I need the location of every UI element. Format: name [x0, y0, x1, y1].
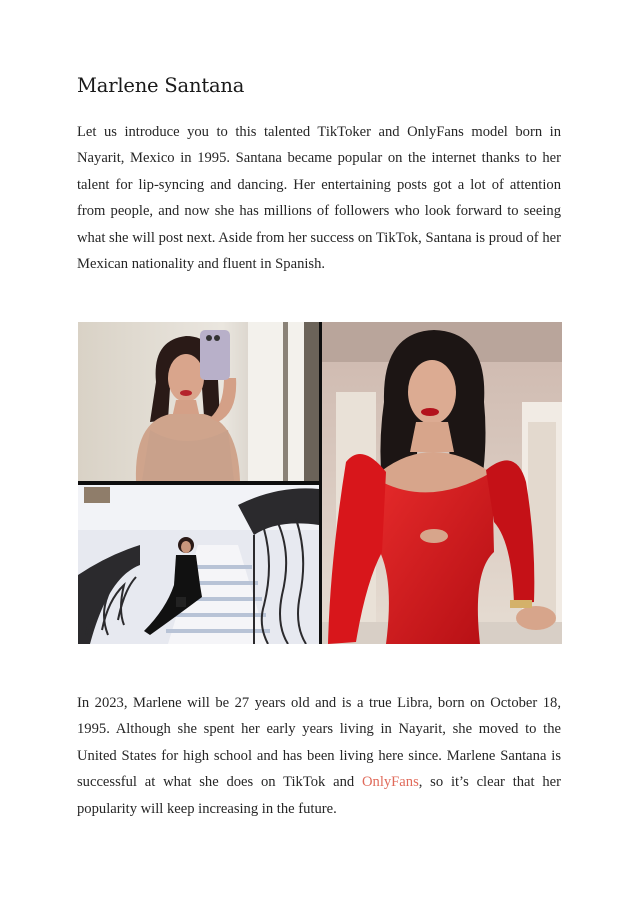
photo-red-dress: [322, 322, 562, 644]
intro-paragraph: Let us introduce you to this talented TikToker and OnlyFans model born in Nayarit, Mexico in 1995. Santana became popular on the internet thanks to her talent for lip-syncing and dancing. Her entertaining posts got a lot of attention from people, and now she has millions of followers who look forward to seeing what she will post next. Aside from her success on TikTok, Santana is proud of her Mexican nationality and fluent in Spanish.: [77, 124, 561, 273]
photo-mirror-selfie: [78, 322, 319, 481]
outro-text-start: In 2023, Marlene will be 27 years old and is a true Libra, born on October 18, 1995. Although she spent her early years living in Nayarit, she moved to the United States for high school and has been living here since. Marlene Santana is successful at what she does on TikTok and: [77, 695, 561, 791]
outro-paragraph: [77, 690, 561, 822]
photo-staircase: [78, 485, 319, 644]
article-title: Marlene Santana: [77, 74, 245, 97]
outro-text-end: , so it’s clear that her popularity will keep increasing in the future.: [77, 774, 561, 817]
onlyfans-link[interactable]: OnlyFans: [361, 774, 419, 791]
photo-collage: [78, 322, 562, 644]
